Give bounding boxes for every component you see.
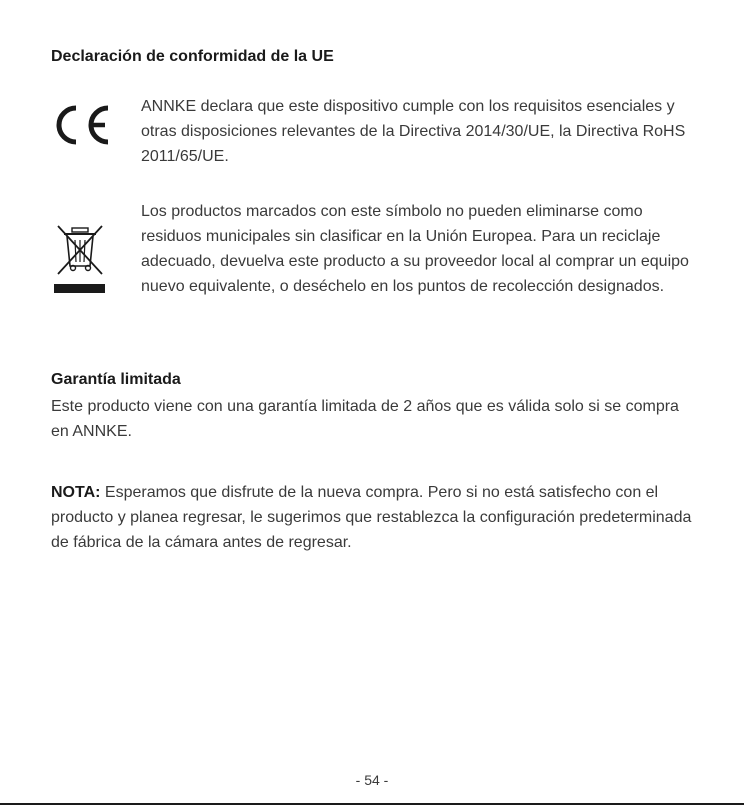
note-text: Esperamos que disfrute de la nueva compra. Pero si no está satisfecho con el producto y planea regresar, le sugerimos que restablezca la configuración predeterminada de fábrica de la cámara antes de regresar. xyxy=(51,484,692,551)
ce-mark-icon xyxy=(50,102,114,148)
note-label: NOTA: xyxy=(51,484,101,501)
ce-declaration-text: ANNKE declara que este dispositivo cumple con los requisitos esenciales y otras disposiciones relevantes de la Directiva 2014/30/UE, la Directiva RoHS 2011/65/UE. xyxy=(141,98,686,165)
warranty-text: Este producto viene con una garantía limitada de 2 años que es válida solo si se compra en ANNKE. xyxy=(51,398,679,440)
declaration-heading: Declaración de conformidad de la UE xyxy=(51,48,334,65)
page-number: - 54 - xyxy=(355,772,389,788)
weee-disposal-text: Los productos marcados con este símbolo no pueden eliminarse como residuos municipales sin clasificar en la Unión Europea. Para un reciclaje adecuado, devuelva este producto a su proveedor local al comprar un equipo nuevo equivalente, o deséchelo en los puntos de recolección designados. xyxy=(141,203,689,295)
bottom-divider xyxy=(0,803,744,805)
warranty-heading: Garantía limitada xyxy=(51,371,181,388)
crossed-out-bin-icon xyxy=(53,224,107,296)
note-paragraph xyxy=(51,480,706,555)
